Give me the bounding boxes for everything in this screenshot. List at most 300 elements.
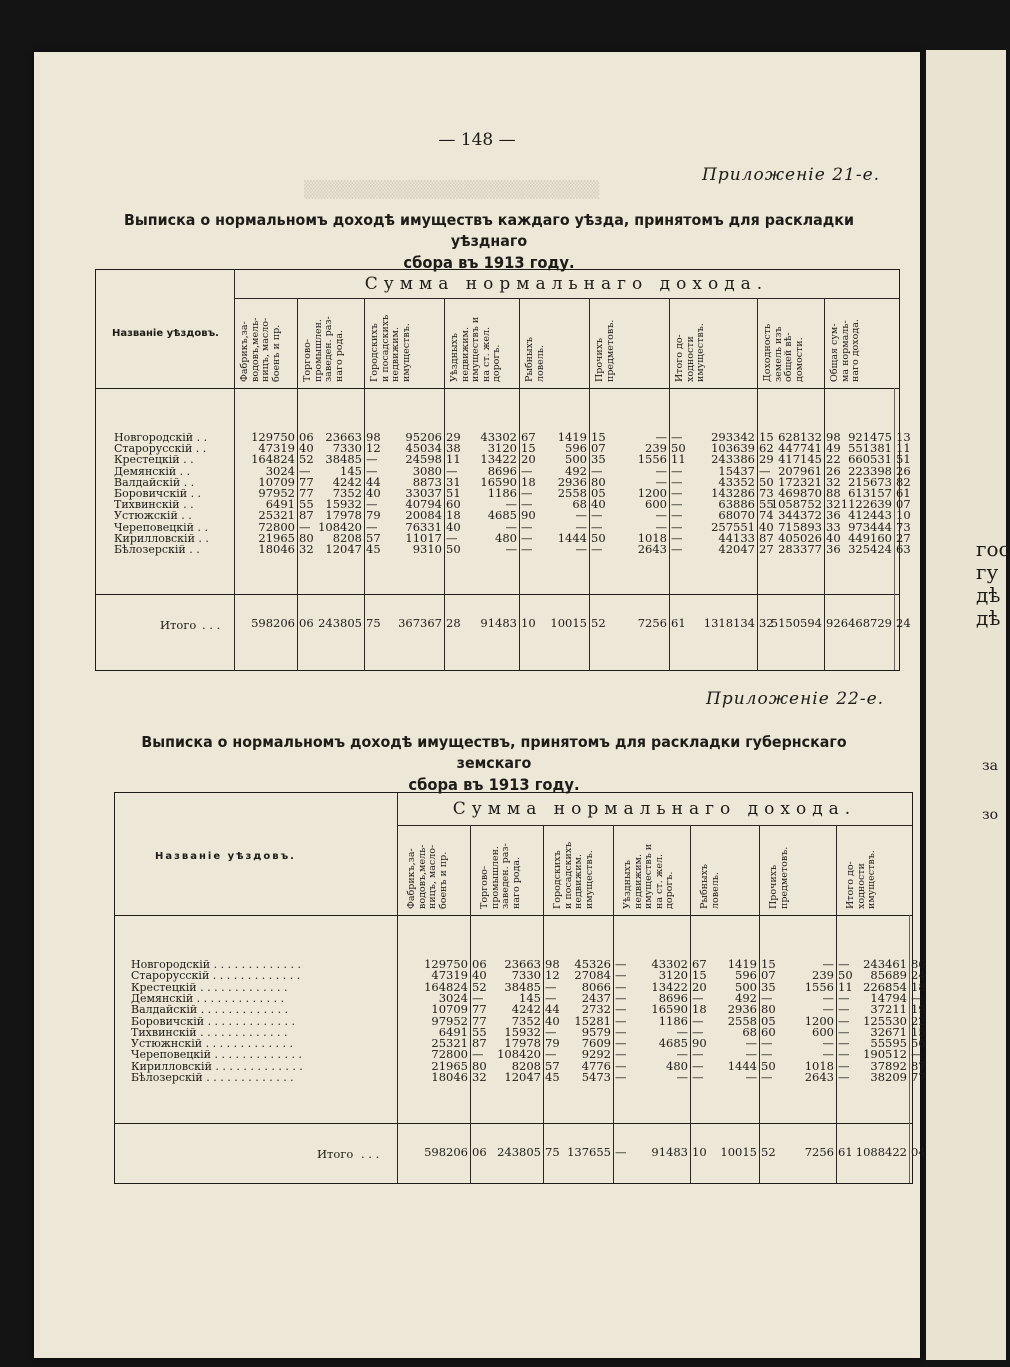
district-name: Боровичскій . . . . . . . . . . . . .: [131, 1014, 295, 1028]
rubles-cell: 344372: [778, 508, 822, 523]
leader-dots: . . . . . . . . . . . . .: [196, 991, 285, 1005]
rubles-cell: 3120: [487, 441, 517, 456]
rubles-cell: 2643: [637, 542, 667, 556]
rubles-cell: 44133: [718, 530, 755, 545]
total-rubles: 137655: [567, 1145, 611, 1159]
rubles-cell: 68070: [718, 508, 755, 523]
kopecks-cell: 88: [826, 486, 841, 500]
rubles-cell: 108420: [318, 519, 362, 534]
district-name: Крестецкій . . . . . . . . . . . . .: [131, 980, 288, 994]
rubles-cell: 600: [812, 1024, 834, 1039]
rubles-cell: —: [676, 1070, 688, 1084]
district-name: Крестецкій . .: [114, 453, 194, 467]
kopecks-cell: 80: [761, 1002, 776, 1017]
fragment-5: за: [982, 758, 998, 774]
leader-dots: . .: [198, 531, 209, 545]
kopecks-cell: 77: [472, 1002, 487, 1017]
rubles-cell: 1186: [658, 1013, 688, 1028]
rubles-cell: 2437: [581, 990, 611, 1005]
rubles-cell: 3024: [438, 990, 468, 1005]
rubles-cell: 85689: [870, 968, 907, 983]
total-kopecks: 61: [671, 616, 686, 630]
rubles-cell: 12047: [325, 542, 362, 556]
rubles-cell: 103639: [711, 441, 755, 456]
kopecks-cell: —: [591, 508, 603, 523]
total-kopecks: 75: [545, 1145, 560, 1159]
rubles-cell: 95206: [405, 430, 442, 444]
rubles-cell: 417145: [778, 452, 822, 467]
kopecks-cell: 11: [838, 979, 853, 994]
rubles-cell: —: [575, 542, 587, 556]
total-rubles: 598206: [424, 1145, 468, 1159]
rubles-cell: 10709: [431, 1002, 468, 1017]
rubles-cell: 6491: [265, 497, 295, 512]
kopecks-cell: —: [761, 1047, 773, 1062]
district-name: Демянскій . . . . . . . . . . . . .: [131, 991, 285, 1005]
kopecks-cell: 15: [911, 1024, 926, 1039]
rubles-cell: 9292: [581, 1047, 611, 1062]
column-header: Прочихъ предметовъ.: [594, 319, 616, 382]
rubles-cell: 143286: [711, 486, 755, 500]
span-header: Сумма нормальнаго дохода.: [364, 274, 769, 294]
kopecks-cell: —: [615, 979, 627, 994]
rubles-cell: 3120: [658, 968, 688, 983]
kopecks-cell: 98: [545, 957, 560, 971]
rubles-cell: 660531: [848, 452, 892, 467]
rubles-cell: 600: [645, 497, 667, 512]
rubles-cell: 3080: [412, 463, 442, 478]
kopecks-cell: —: [366, 497, 378, 512]
kopecks-cell: 19: [911, 1002, 926, 1017]
kopecks-cell: 24: [911, 968, 926, 983]
leader-dots: . . . . . . . . . . . . .: [214, 1048, 302, 1062]
kopecks-cell: 15: [761, 957, 776, 971]
kopecks-cell: —: [671, 463, 683, 478]
total-rubles: 10015: [720, 1145, 757, 1159]
rubles-cell: 164824: [251, 452, 295, 467]
leader-dots: . . . . . . . . . . . . .: [215, 1059, 303, 1073]
kopecks-cell: —: [838, 1070, 850, 1084]
rubles-cell: 145: [340, 463, 362, 478]
rubles-cell: 1200: [804, 1013, 834, 1028]
district-name: Кирилловскій . . . . . . . . . . . . .: [131, 1059, 303, 1073]
kopecks-cell: —: [671, 486, 683, 500]
rubles-cell: 7609: [581, 1036, 611, 1051]
rubles-cell: —: [655, 430, 667, 444]
leader-dots: . .: [189, 543, 200, 556]
kopecks-cell: 87: [759, 530, 774, 545]
table2-title-line1: Выписка о нормальномъ доходѣ имуществъ, принятомъ для раскладки губернскаго земскаго: [141, 733, 847, 772]
rubles-cell: 38485: [504, 979, 541, 994]
kopecks-cell: 52: [472, 979, 487, 994]
leader-dots: . .: [181, 509, 192, 523]
district-name: Череповецкій . . . . . . . . . . . . .: [131, 1048, 302, 1062]
kopecks-cell: —: [692, 1013, 704, 1028]
appendix-label-22: Приложеніе 22-е.: [706, 689, 885, 709]
rubles-cell: 17978: [325, 508, 362, 523]
table2: [114, 792, 926, 1184]
fragment-6: зо: [982, 807, 999, 823]
kopecks-cell: —: [366, 452, 378, 467]
district-name: Кирилловскій . .: [114, 531, 209, 545]
kopecks-cell: —: [472, 990, 484, 1005]
total-kopecks: 24: [896, 616, 911, 630]
rubles-cell: 24598: [405, 452, 442, 467]
kopecks-cell: 86: [911, 957, 926, 971]
rubles-cell: 551381: [848, 441, 892, 456]
rubles-cell: 8066: [581, 979, 611, 994]
rubles-cell: 129750: [424, 957, 468, 971]
kopeck-rule: [894, 388, 895, 670]
kopecks-cell: 18: [521, 474, 536, 489]
rubles-cell: 921475: [848, 430, 892, 444]
kopecks-cell: 18: [692, 1002, 707, 1017]
rubles-cell: 7330: [511, 968, 541, 983]
column-header: Итого до- ходности имуществъ.: [674, 323, 706, 382]
leader-dots: . .: [195, 442, 207, 456]
kopecks-cell: —: [761, 990, 773, 1005]
rubles-cell: 108420: [497, 1047, 541, 1062]
kopecks-cell: 73: [759, 486, 774, 500]
kopecks-cell: —: [545, 979, 557, 994]
column-header: Фабрикъ,за- водовъ,мель- ницъ, масло- боенъ и пр.: [406, 844, 449, 909]
kopecks-cell: 63: [896, 542, 911, 556]
rubles-cell: 4685: [487, 508, 517, 523]
rubles-cell: 1419: [557, 430, 587, 444]
kopecks-cell: —: [692, 1058, 704, 1073]
kopecks-cell: 40: [545, 1013, 560, 1028]
rubles-cell: 8208: [511, 1058, 541, 1073]
kopecks-cell: —: [671, 430, 683, 444]
total-rubles: 10015: [550, 616, 587, 630]
leader-dots: . . . . . . . . . . . . .: [205, 1037, 294, 1051]
rubles-cell: 21965: [258, 530, 295, 545]
district-name: Новгородскій . .: [114, 431, 208, 444]
kopecks-cell: 11: [446, 452, 461, 467]
kopecks-cell: 36: [826, 542, 841, 556]
total-kopecks: 52: [591, 616, 606, 630]
kopecks-cell: —: [521, 530, 533, 545]
kopecks-cell: 62: [759, 441, 774, 456]
column-header: Городскихъ и посадскихъ недвижим. имуществъ.: [369, 314, 412, 382]
header-rule: [96, 388, 899, 389]
rubles-cell: 16590: [651, 1002, 688, 1017]
kopecks-cell: 74: [759, 508, 774, 523]
kopecks-cell: 15: [759, 430, 774, 444]
kopecks-cell: 67: [521, 430, 536, 444]
kopecks-cell: 87: [911, 1058, 926, 1073]
rubles-cell: 13422: [651, 979, 688, 994]
rubles-cell: 613157: [848, 486, 892, 500]
kopecks-cell: 45: [545, 1070, 560, 1084]
total-kopecks: 06: [299, 616, 314, 630]
rubles-cell: 2558: [727, 1013, 757, 1028]
fragment-4: дѣ: [976, 606, 1001, 630]
rubles-cell: 20084: [405, 508, 442, 523]
total-rubles: 243805: [497, 1145, 541, 1159]
rubles-cell: 2558: [557, 486, 587, 500]
leader-dots: . .: [196, 431, 208, 444]
kopecks-cell: 55: [472, 1024, 487, 1039]
rubles-cell: —: [505, 542, 517, 556]
kopecks-cell: 44: [366, 474, 381, 489]
rubles-cell: 4776: [581, 1058, 611, 1073]
kopecks-cell: 45: [366, 542, 381, 556]
kopecks-cell: 20: [692, 979, 707, 994]
kopecks-cell: —: [671, 542, 683, 556]
column-header: Торгово- промышлен. заведен. раз- наго рода.: [302, 316, 345, 382]
rubles-cell: 42047: [718, 542, 755, 556]
rubles-cell: 1556: [637, 452, 667, 467]
kopecks-cell: —: [838, 990, 850, 1005]
rubles-cell: —: [822, 990, 834, 1005]
rubles-cell: —: [822, 1002, 834, 1017]
kopecks-cell: 07: [896, 497, 911, 512]
rubles-cell: 243386: [711, 452, 755, 467]
leader-dots: . . . . . . . . . . . . .: [207, 1014, 295, 1028]
kopecks-cell: —: [838, 1058, 850, 1073]
kopecks-cell: 07: [591, 441, 606, 456]
total-rubles: 243805: [318, 616, 362, 630]
rubles-cell: 47319: [431, 968, 468, 983]
rubles-cell: 1018: [637, 530, 667, 545]
page-number: — 148 —: [438, 130, 516, 150]
rubles-cell: 190512: [863, 1047, 907, 1062]
kopecks-cell: —: [615, 1036, 627, 1051]
kopecks-cell: 26: [896, 463, 911, 478]
rubles-cell: —: [822, 957, 834, 971]
kopecks-cell: —: [299, 463, 311, 478]
rubles-cell: 596: [565, 441, 587, 456]
kopecks-cell: 87: [472, 1036, 487, 1051]
kopecks-cell: —: [521, 486, 533, 500]
leader-dots: . . . . . . . . . . . . .: [200, 1003, 289, 1017]
kopecks-cell: 49: [826, 441, 841, 456]
rubles-cell: 492: [565, 463, 587, 478]
rubles-cell: 6491: [438, 1024, 468, 1039]
rubles-cell: 500: [565, 452, 587, 467]
district-name: Боровичскій . .: [114, 487, 202, 500]
district-name: Бѣлозерскій . .: [114, 543, 200, 556]
kopecks-cell: 79: [545, 1036, 560, 1051]
column-header: Уѣздныхъ недвижим. имуществъ и на ст. жел. дорогъ.: [622, 843, 675, 909]
rubles-cell: 8873: [412, 474, 442, 489]
span-header: Сумма нормальнаго дохода.: [452, 799, 857, 819]
kopecks-cell: —: [521, 463, 533, 478]
kopecks-cell: —: [591, 519, 603, 534]
rubles-cell: 1018: [804, 1058, 834, 1073]
rubles-cell: 4685: [658, 1036, 688, 1051]
rubles-cell: 9579: [581, 1024, 611, 1039]
kopecks-cell: 40: [299, 441, 314, 456]
rubles-cell: 38485: [325, 452, 362, 467]
rubles-cell: 1122639: [840, 497, 892, 512]
total-kopecks: 10: [521, 616, 536, 630]
rubles-cell: 8696: [658, 990, 688, 1005]
rubles-cell: 2936: [557, 474, 587, 489]
table1-title: [98, 210, 880, 273]
kopecks-cell: —: [838, 957, 850, 971]
adjacent-page: [926, 50, 1010, 1360]
rubles-cell: 4242: [511, 1002, 541, 1017]
rubles-cell: 226854: [863, 979, 907, 994]
rubles-cell: 1556: [804, 979, 834, 994]
rubles-cell: 25321: [431, 1036, 468, 1051]
rubles-cell: 63886: [718, 497, 755, 512]
kopecks-cell: —: [446, 463, 458, 478]
rubles-cell: 12047: [504, 1070, 541, 1084]
kopecks-cell: 90: [521, 508, 536, 523]
rubles-cell: —: [745, 1070, 757, 1084]
rubles-cell: 469870: [778, 486, 822, 500]
total-kopecks: 04: [911, 1145, 926, 1159]
rubles-cell: 1444: [557, 530, 587, 545]
rubles-cell: 172321: [778, 474, 822, 489]
rubles-cell: 43302: [480, 430, 517, 444]
kopecks-cell: —: [521, 542, 533, 556]
kopecks-cell: 27: [759, 542, 774, 556]
kopeck-rule: [909, 915, 910, 1183]
kopecks-cell: 15: [521, 441, 536, 456]
rubles-cell: 15932: [325, 497, 362, 512]
kopecks-cell: —: [692, 1047, 704, 1062]
rubles-cell: 3024: [265, 463, 295, 478]
total-rubles: 598206: [251, 616, 295, 630]
total-rubles: 91483: [480, 616, 517, 630]
kopecks-cell: —: [591, 463, 603, 478]
kopecks-cell: 51: [446, 486, 461, 500]
rubles-cell: 1186: [487, 486, 517, 500]
rubles-cell: 11017: [405, 530, 442, 545]
rubles-cell: 2936: [727, 1002, 757, 1017]
kopecks-cell: 11: [896, 441, 911, 456]
rubles-cell: 480: [666, 1058, 688, 1073]
kopecks-cell: —: [615, 1002, 627, 1017]
kopecks-cell: 15: [591, 430, 606, 444]
kopecks-cell: 35: [761, 979, 776, 994]
leader-dots: . .: [179, 464, 191, 478]
rubles-cell: 257551: [711, 519, 755, 534]
kopecks-cell: 73: [896, 519, 911, 534]
kopecks-cell: 60: [446, 497, 461, 512]
rubles-cell: 16590: [480, 474, 517, 489]
kopecks-cell: —: [911, 990, 923, 1005]
district-name: Устюжскій . .: [114, 509, 192, 523]
leader-dots: . .: [183, 453, 194, 467]
rubles-cell: 97952: [431, 1013, 468, 1028]
rubles-cell: 47319: [258, 441, 295, 456]
kopecks-cell: 27: [896, 530, 911, 545]
kopecks-cell: 50: [671, 441, 686, 456]
total-kopecks: 06: [472, 1145, 487, 1159]
total-rubles: 5150594: [770, 616, 822, 630]
total-label: Итого: [160, 618, 197, 632]
rubles-cell: 164824: [424, 979, 468, 994]
kopecks-cell: —: [671, 519, 683, 534]
total-leader-dots: . . .: [361, 1147, 380, 1161]
rubles-cell: 97952: [258, 486, 295, 500]
kopecks-cell: 29: [446, 430, 461, 444]
kopecks-cell: —: [838, 1002, 850, 1017]
rubles-cell: 283377: [778, 542, 822, 556]
kopecks-cell: —: [671, 497, 683, 512]
kopecks-cell: 57: [366, 530, 381, 545]
rubles-cell: 1200: [637, 486, 667, 500]
kopecks-cell: 50: [761, 1058, 776, 1073]
kopecks-cell: 90: [692, 1036, 707, 1051]
total-rule: [115, 1123, 912, 1124]
rubles-cell: 25321: [258, 508, 295, 523]
leader-dots: . .: [183, 475, 195, 489]
rubles-cell: 293342: [711, 430, 755, 444]
span-header-rule: [397, 825, 912, 826]
district-name: Устюжнскій . . . . . . . . . . . . .: [131, 1037, 294, 1051]
rubles-cell: 325424: [848, 542, 892, 556]
rubles-cell: 7352: [511, 1013, 541, 1028]
rubles-cell: 207961: [778, 463, 822, 478]
kopecks-cell: —: [671, 508, 683, 523]
total-kopecks: 10: [692, 1145, 707, 1159]
kopecks-cell: —: [299, 519, 311, 534]
rubles-cell: 32671: [870, 1024, 907, 1039]
rubles-cell: —: [655, 474, 667, 489]
fragment-3: дѣ: [976, 583, 1001, 607]
rubles-cell: 7330: [332, 441, 362, 456]
kopecks-cell: 52: [299, 452, 314, 467]
kopecks-cell: —: [615, 1058, 627, 1073]
kopecks-cell: 22: [911, 1013, 926, 1028]
rubles-cell: 13422: [480, 452, 517, 467]
leader-dots: . .: [190, 487, 202, 500]
rubles-cell: 125530: [863, 1013, 907, 1028]
rubles-cell: —: [655, 463, 667, 478]
column-header: Доходность земель изъ общей вѣ- домости.: [762, 323, 805, 382]
rubles-cell: 2732: [581, 1002, 611, 1017]
total-rubles: 1088422: [855, 1145, 907, 1159]
column-header: Уѣздныхъ недвижим. имуществъ и на ст. жел. дорогъ.: [449, 316, 502, 382]
kopecks-cell: —: [545, 990, 557, 1005]
kopecks-cell: 40: [591, 497, 606, 512]
rubles-cell: 21965: [431, 1058, 468, 1073]
district-name: Старорусскій . .: [114, 442, 207, 456]
rubles-cell: —: [505, 519, 517, 534]
rubles-cell: 405026: [778, 530, 822, 545]
rubles-cell: —: [655, 519, 667, 534]
total-rule: [96, 594, 899, 595]
name-column-header: Названіе уѣздовъ.: [155, 851, 296, 862]
rubles-cell: 129750: [251, 430, 295, 444]
kopecks-cell: —: [615, 1047, 627, 1062]
kopecks-cell: 80: [591, 474, 606, 489]
kopecks-cell: 61: [896, 486, 911, 500]
rubles-cell: 500: [735, 979, 757, 994]
kopecks-cell: 20: [521, 452, 536, 467]
rubles-cell: 447741: [778, 441, 822, 456]
kopecks-cell: —: [838, 1013, 850, 1028]
rubles-cell: 72800: [431, 1047, 468, 1062]
table2-title: [108, 732, 881, 795]
kopecks-cell: 40: [826, 530, 841, 545]
rubles-cell: 2643: [804, 1070, 834, 1084]
header-rule: [115, 915, 912, 916]
rubles-cell: 72800: [258, 519, 295, 534]
kopecks-cell: 05: [761, 1013, 776, 1028]
total-leader-dots: . . .: [202, 618, 221, 632]
kopecks-cell: 07: [761, 968, 776, 983]
kopecks-cell: 29: [759, 452, 774, 467]
rubles-cell: 43352: [718, 474, 755, 489]
district-name: Новгородскій . . . . . . . . . . . . .: [131, 958, 302, 971]
